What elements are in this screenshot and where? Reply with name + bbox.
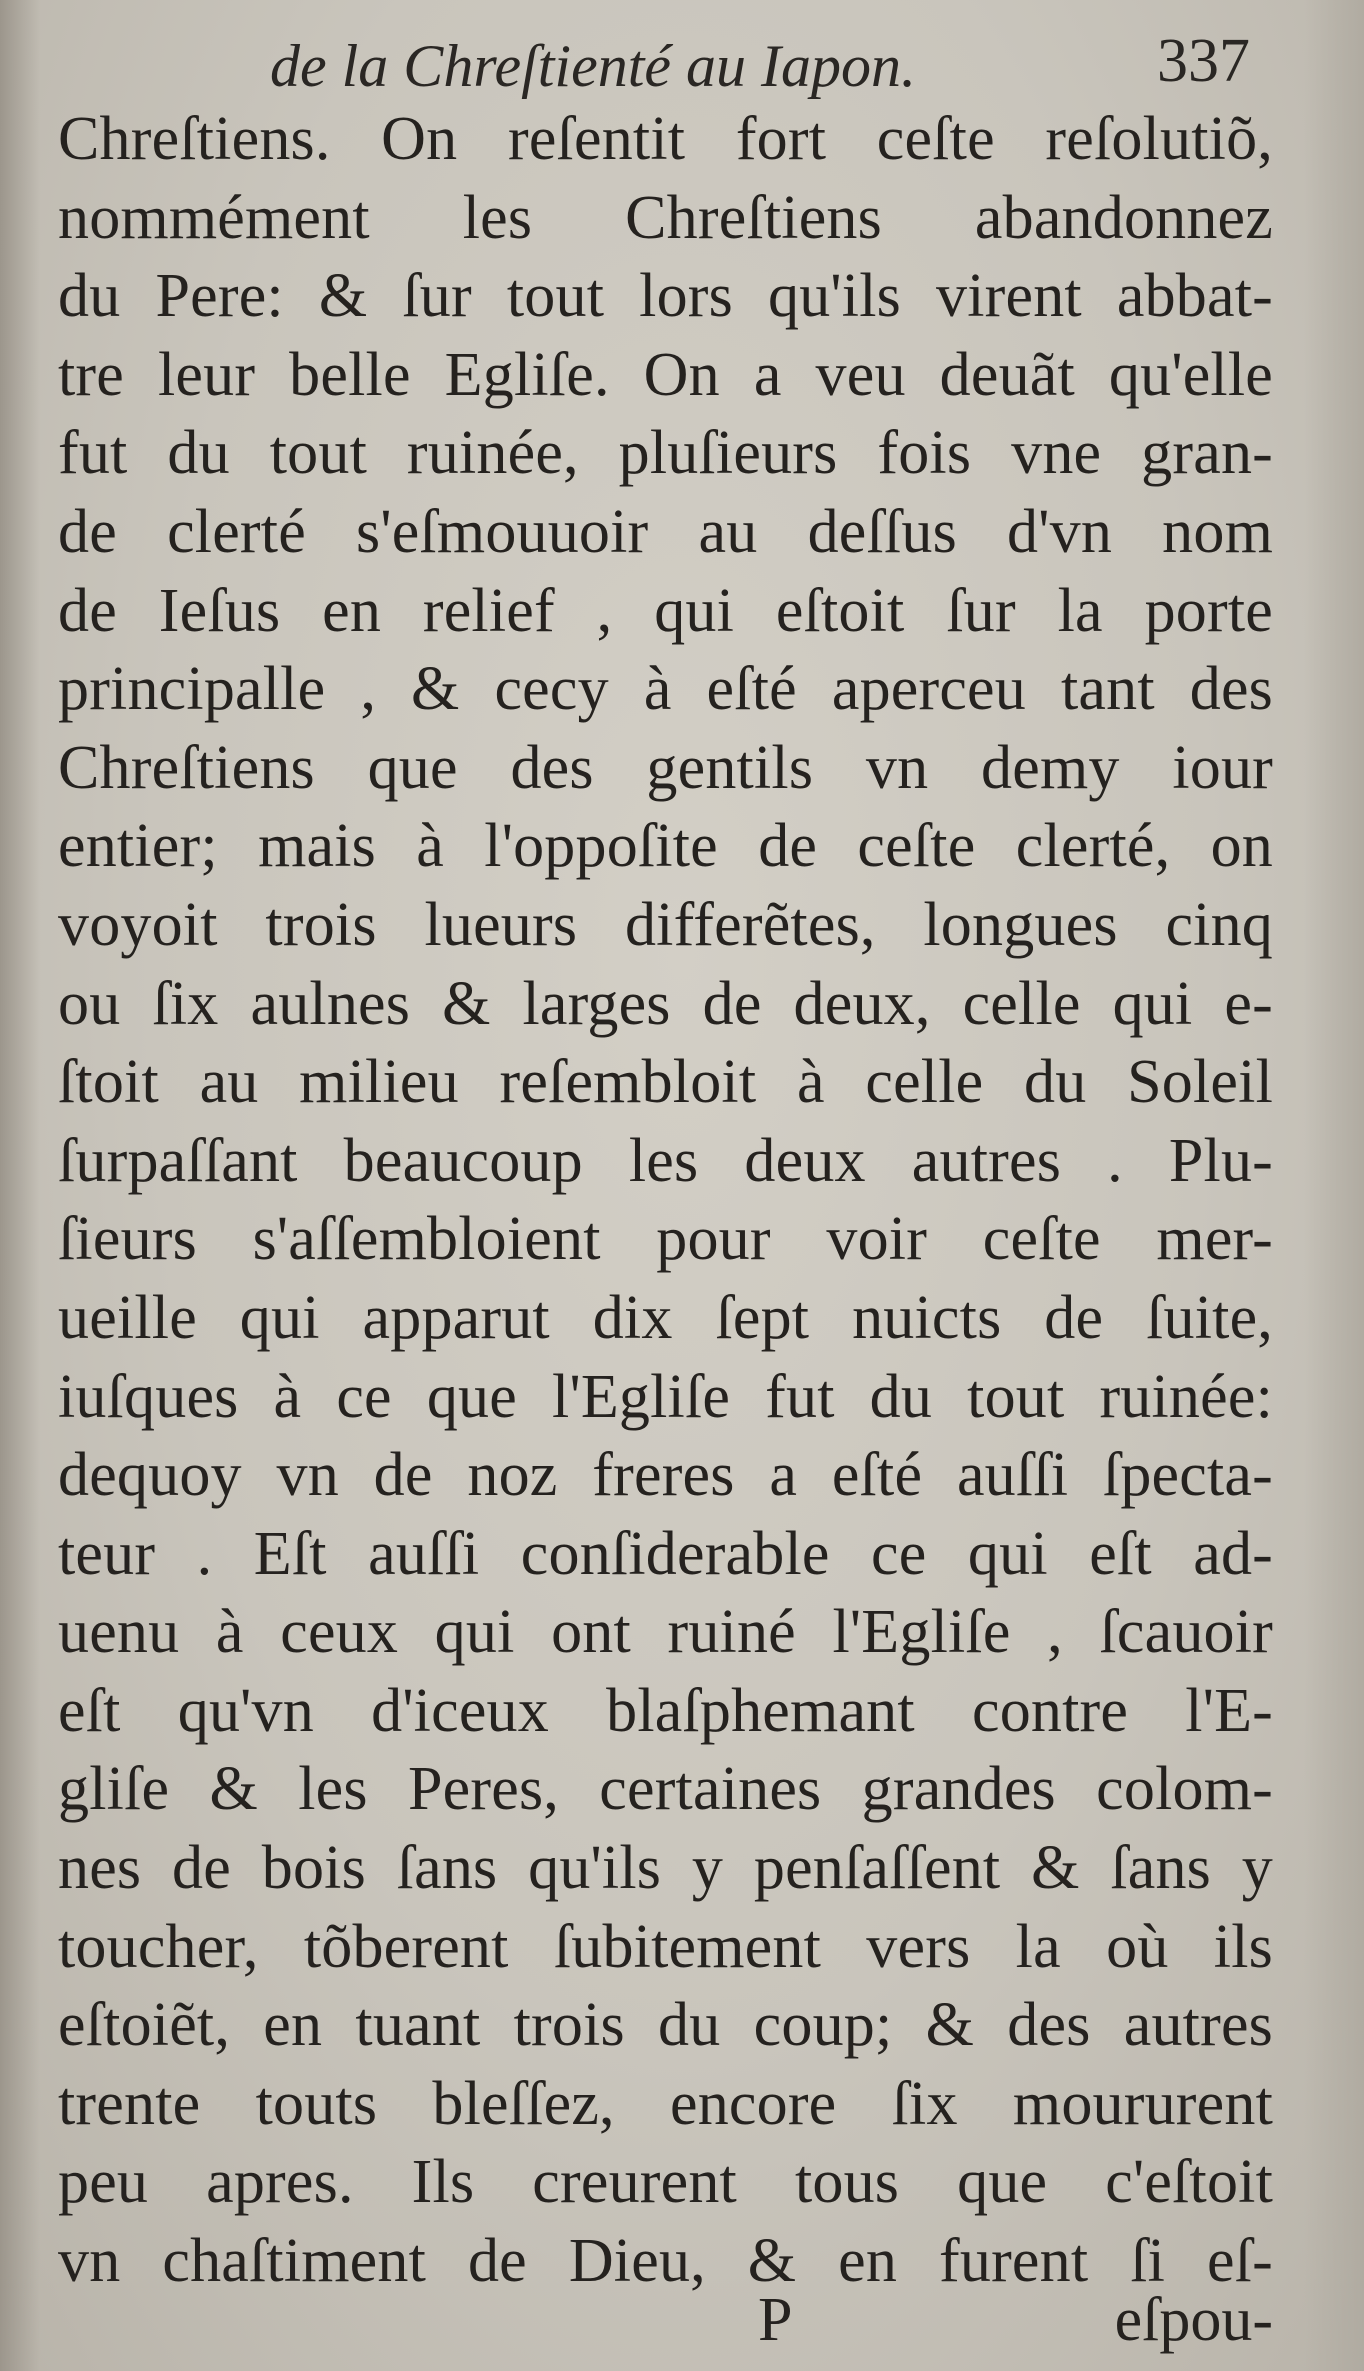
text-line: voyoit trois lueurs differẽtes, longues cinq bbox=[58, 890, 1273, 959]
text-line: ueille qui apparut dix ſept nuicts de ſuite, bbox=[58, 1283, 1273, 1352]
signature-mark: P bbox=[758, 2286, 793, 2354]
text-line: dequoy vn de noz freres a eſté auſſi ſpecta- bbox=[58, 1441, 1273, 1510]
text-line: de clerté s'eſmouuoir au deſſus d'vn nom bbox=[58, 497, 1273, 566]
text-line: eſt qu'vn d'iceux blaſphemant contre l'E- bbox=[58, 1676, 1273, 1745]
text-line: Chreſtiens que des gentils vn demy iour bbox=[58, 733, 1273, 802]
text-line: fut du tout ruinée, pluſieurs fois vne gran- bbox=[58, 419, 1273, 488]
page-footer bbox=[58, 2285, 1273, 2365]
text-line: de Ieſus en relief , qui eſtoit ſur la porte bbox=[58, 576, 1273, 645]
text-line: gliſe & les Peres, certaines grandes colom- bbox=[58, 1755, 1273, 1824]
text-line: nes de bois ſans qu'ils y penſaſſent & ſans y bbox=[58, 1834, 1273, 1903]
body-text bbox=[58, 100, 1273, 2301]
text-line: tre leur belle Egliſe. On a veu deuãt qu'elle bbox=[58, 340, 1273, 409]
text-line: ou ſix aulnes & larges de deux, celle qui e- bbox=[58, 969, 1273, 1038]
text-line: ſurpaſſant beaucoup les deux autres . Plu- bbox=[58, 1126, 1273, 1195]
text-line: uenu à ceux qui ont ruiné l'Egliſe , ſcauoir bbox=[58, 1598, 1273, 1667]
text-line: principalle , & cecy à eſté aperceu tant des bbox=[58, 655, 1273, 724]
catchword: eſpou- bbox=[1114, 2286, 1273, 2354]
running-head: de la Chreſtienté au Iapon. bbox=[270, 33, 916, 99]
text-line: nommément les Chreſtiens abandonnez bbox=[58, 183, 1273, 252]
page-header bbox=[270, 18, 1250, 108]
text-line: peu apres. Ils creurent tous que c'eſtoit bbox=[58, 2148, 1273, 2217]
text-line: toucher, tõberent ſubitement vers la où ils bbox=[58, 1912, 1273, 1981]
page-number: 337 bbox=[1157, 27, 1250, 95]
text-line: ſieurs s'aſſembloient pour voir ceſte mer- bbox=[58, 1205, 1273, 1274]
text-line: iuſques à ce que l'Egliſe fut du tout ruinée: bbox=[58, 1362, 1273, 1431]
text-line: ſtoit au milieu reſembloit à celle du Soleil bbox=[58, 1048, 1273, 1117]
text-line: trente touts bleſſez, encore ſix moururent bbox=[58, 2069, 1273, 2138]
text-line: Chreſtiens. On reſentit fort ceſte reſolutiõ, bbox=[58, 105, 1273, 173]
text-line: du Pere: & ſur tout lors qu'ils virent abbat- bbox=[58, 262, 1273, 331]
text-line: teur . Eſt auſſi conſiderable ce qui eſt ad- bbox=[58, 1519, 1273, 1588]
text-line: vn chaſtiment de Dieu, & en furent ſi eſ- bbox=[58, 2227, 1273, 2296]
text-line: eſtoiẽt, en tuant trois du coup; & des autres bbox=[58, 1991, 1273, 2060]
text-line: entier; mais à l'oppoſite de ceſte clerté, on bbox=[58, 812, 1273, 881]
